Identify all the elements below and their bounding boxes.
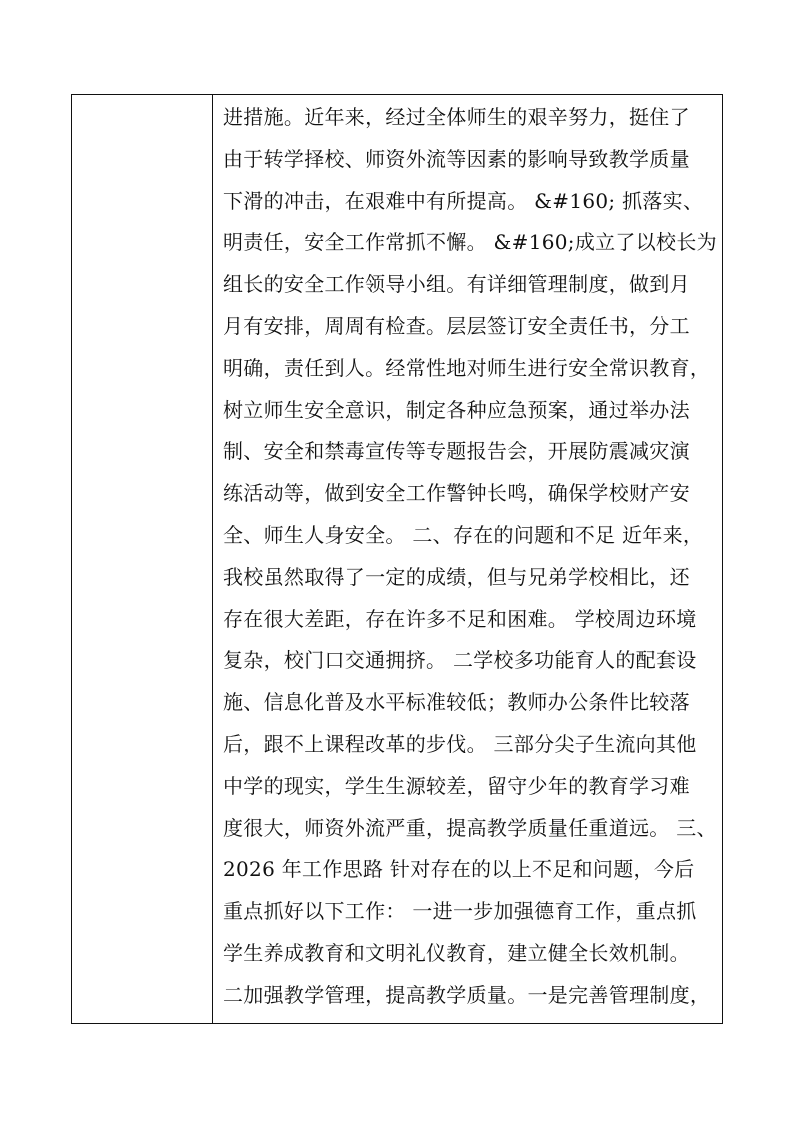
text-line: 存在很大差距，存在许多不足和困难。 学校周边环境 bbox=[223, 606, 697, 631]
text-line: 明确，责任到人。经常性地对师生进行安全常识教育， bbox=[223, 355, 711, 380]
text-line: 度很大，师资外流严重，提高教学质量任重道远。 三、 bbox=[223, 815, 717, 840]
text-line: 下滑的冲击，在艰难中有所提高。 &#160; 抓落实、 bbox=[223, 188, 704, 213]
text-line: 全、师生人身安全。 二、存在的问题和不足 近年来， bbox=[223, 522, 704, 547]
text-line: 2026 年工作思路 针对存在的以上不足和问题，今后 bbox=[223, 857, 695, 882]
text-line: 学生养成教育和文明礼仪教育，建立健全长效机制。 bbox=[223, 940, 690, 965]
text-cell bbox=[223, 97, 719, 1017]
text-line: 组长的安全工作领导小组。有详细管理制度，做到月 bbox=[223, 272, 690, 297]
document-table bbox=[71, 94, 723, 1024]
text-line: 制、安全和禁毒宣传等专题报告会，开展防震减灾演 bbox=[223, 439, 690, 464]
text-line: 由于转学择校、师资外流等因素的影响导致教学质量 bbox=[223, 146, 690, 171]
text-line: 复杂，校门口交通拥挤。 二学校多功能育人的配套设 bbox=[223, 648, 697, 673]
text-line: 二加强教学管理，提高教学质量。一是完善管理制度， bbox=[223, 982, 711, 1007]
text-line: 施、信息化普及水平标准较低；教师办公条件比较落 bbox=[223, 690, 690, 715]
text-line: 后，跟不上课程改革的步伐。 三部分尖子生流向其他 bbox=[223, 731, 697, 756]
text-line: 进措施。近年来，经过全体师生的艰辛努力，挺住了 bbox=[223, 105, 690, 129]
text-line: 我校虽然取得了一定的成绩，但与兄弟学校相比，还 bbox=[223, 564, 690, 589]
left-empty-cell bbox=[72, 95, 213, 1023]
text-line: 重点抓好以下工作： 一进一步加强德育工作，重点抓 bbox=[223, 899, 697, 924]
text-line: 树立师生安全意识，制定各种应急预案，通过举办法 bbox=[223, 397, 690, 422]
text-line: 明责任，安全工作常抓不懈。 &#160;成立了以校长为 bbox=[223, 230, 717, 255]
text-line: 练活动等，做到安全工作警钟长鸣，确保学校财产安 bbox=[223, 481, 690, 506]
text-line: 中学的现实，学生生源较差，留守少年的教育学习难 bbox=[223, 773, 690, 798]
text-line: 月有安排，周周有检查。层层签订安全责任书，分工 bbox=[223, 313, 690, 338]
